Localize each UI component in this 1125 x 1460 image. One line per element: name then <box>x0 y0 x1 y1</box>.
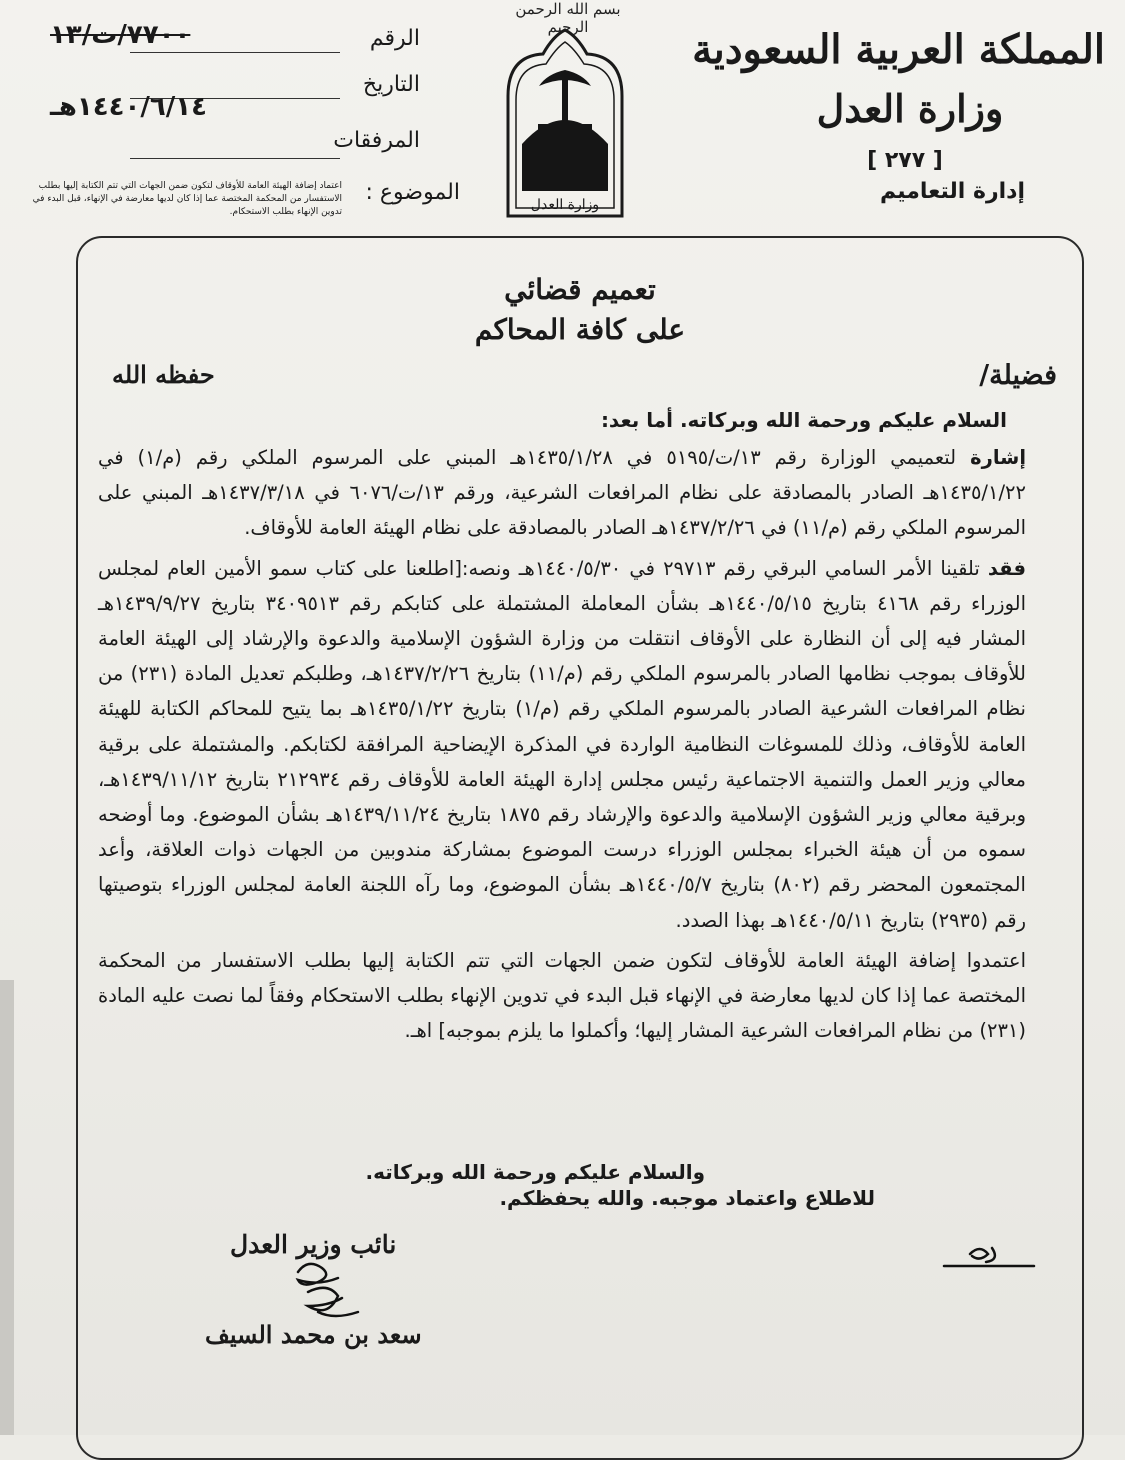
title-line-1: تعميم قضائي <box>504 273 656 306</box>
letter-body <box>98 440 1026 1053</box>
signer-name: سعد بن محمد السيف <box>205 1320 422 1349</box>
attachments-line <box>130 158 340 159</box>
date-label: التاريخ <box>362 72 420 97</box>
paragraph-2-text: تلقينا الأمر السامي البرقي رقم ٢٩٧١٣ في ١٤٤٠/٥/٣٠هـ ونصه:[اطلعنا على كتاب سمو الأمين العام لمجلس الوزراء رقم ٤١٦٨ بتاريخ ١٤٤٠/٥/١٥هـ بشأن المعاملة المشتملة على كتابكم رقم ٣٤٠٩٥١٣ بتاريخ ١٤٣٩/٩/٢٧هـ المشار فيه إلى أن النظارة على الأوقاف انتقلت من وزارة الشؤون الإسلامية والدعوة والإرشاد إلى الهيئة العامة للأوقاف بموجب نظامها الصادر بالمرسوم الملكي رقم (م/١١) بتاريخ ١٤٣٧/٢/٢٦هـ، وطلبكم تعديل المادة (٢٣١) من نظام المرافعات الشرعية الصادر بالمرسوم الملكي رقم (م/١) بتاريخ ١٤٣٥/١/٢٢هـ بما يتيح للمحاكم الكتابة للهيئة العامة للأوقاف، وذلك للمسوغات النظامية الواردة في المذكرة الإيضاحية المرافقة لكتابكم. والمشتملة على برقية معالي وزير العمل والتنمية الاجتماعية رئيس مجلس إدارة الهيئة العامة للأوقاف رقم ٢١٢٩٣٤ بتاريخ ١٤٣٩/١١/١٢هـ، وبرقية معالي وزير الشؤون الإسلامية والدعوة والإرشاد رقم ١٨٧٥ بتاريخ ١٤٣٩/١١/٢٤هـ بشأن الموضوع. وما أوضحه سموه من أن هيئة الخبراء بمجلس الوزراء درست الموضوع بمشاركة مندوبين من الجهات ذوات العلاقة، وأعد المجتمعون المحضر رقم (٨٠٢) بتاريخ ١٤٤٠/٥/٧هـ بشأن الموضوع، وما رآه اللجنة العامة لمجلس الوزراء بتوصيتها رقم (٢٩٣٥) بتاريخ ١٤٤٠/٥/١١هـ بهذا الصدد. <box>98 556 1026 932</box>
closing-action: للاطلاع واعتماد موجبه. والله يحفظكم. <box>499 1186 875 1210</box>
page-edge-shadow <box>0 980 14 1435</box>
number-line <box>130 52 340 53</box>
circular-number: [ ٢٧٧ ] <box>867 148 943 173</box>
paragraph-3: اعتمدوا إضافة الهيئة العامة للأوقاف لتكون ضمن الجهات التي تتم الكتابة إليها بطلب الاستفسار من المحكمة المختصة عما إذا كان لديها معارضة في الإنهاء قبل البدء في تدوين الإنهاء بطلب الاستحكام وفقاً لما نصت عليه المادة (٢٣١) من نظام المرافعات الشرعية المشار إليها؛ وأكملوا ما يلزم بموجبه] اهـ. <box>98 948 1026 1043</box>
subject-text: اعتماد إضافة الهيئة العامة للأوقاف لتكون ضمن الجهات التي تتم الكتابة إليها بطلب الاستفسار من المحكمة المختصة عما إذا كان لديها معارضة في الإنهاء، قبل البدء في تدوين الإنهاء بطلب الاستحكام. <box>32 181 342 217</box>
salutation: فضيلة/ <box>979 360 1057 391</box>
greeting: السلام عليكم ورحمة الله وبركاته. أما بعد: <box>600 408 1007 432</box>
attachments-label: المرفقات <box>333 128 420 153</box>
letter-meta <box>40 22 420 160</box>
date-row <box>40 68 420 122</box>
paragraph-1-text: لتعميمي الوزارة رقم ١٣/ت/٥١٩٥ في ١٤٣٥/١/٢٨هـ المبني على المرسوم الملكي رقم (م/١) في ١٤٣٥/١/٢٢هـ الصادر بالمصادقة على نظام المرافعات الشرعية، ورقم ١٣/ت/٦٠٧٦ في ١٤٣٧/٣/١٨هـ المبني على المرسوم الملكي رقم (م/١١) في ١٤٣٧/٢/٢٦هـ الصادر بالمصادقة على نظام الهيئة العامة للأوقاف. <box>98 446 1026 540</box>
letterhead-right <box>692 22 1105 204</box>
title-line-2: على كافة المحاكم <box>474 313 686 346</box>
circular-title <box>380 270 780 350</box>
paragraph-1-lead: إشارة <box>970 446 1027 469</box>
ministry-name: وزارة العدل <box>816 86 1004 131</box>
number-label: الرقم <box>369 26 420 51</box>
paragraph-2 <box>98 551 1026 938</box>
ministry-emblem <box>498 26 632 222</box>
kingdom-name: المملكة العربية السعودية <box>692 26 1105 73</box>
initials-mark <box>930 1240 1040 1276</box>
paragraph-2-lead: فقد <box>987 556 1026 580</box>
number-value: ٧٧٠٠/ت/١٣ <box>50 20 191 50</box>
paragraph-1 <box>98 440 1026 546</box>
department-name: إدارة التعاميم <box>880 179 1025 204</box>
number-row <box>40 22 420 68</box>
closing-greeting: والسلام عليكم ورحمة الله وبركاته. <box>365 1160 705 1184</box>
subject-label: الموضوع : <box>365 180 460 205</box>
attachments-row <box>40 114 420 160</box>
signer-title: نائب وزير العدل <box>230 1230 397 1259</box>
honorific: حفظه الله <box>112 360 215 389</box>
date-value: ١٤٤٠/٦/١٤هـ <box>50 92 207 122</box>
basmala: بسم الله الرحمن الرحيم <box>515 0 621 36</box>
emblem-caption: وزارة العدل <box>530 197 600 213</box>
